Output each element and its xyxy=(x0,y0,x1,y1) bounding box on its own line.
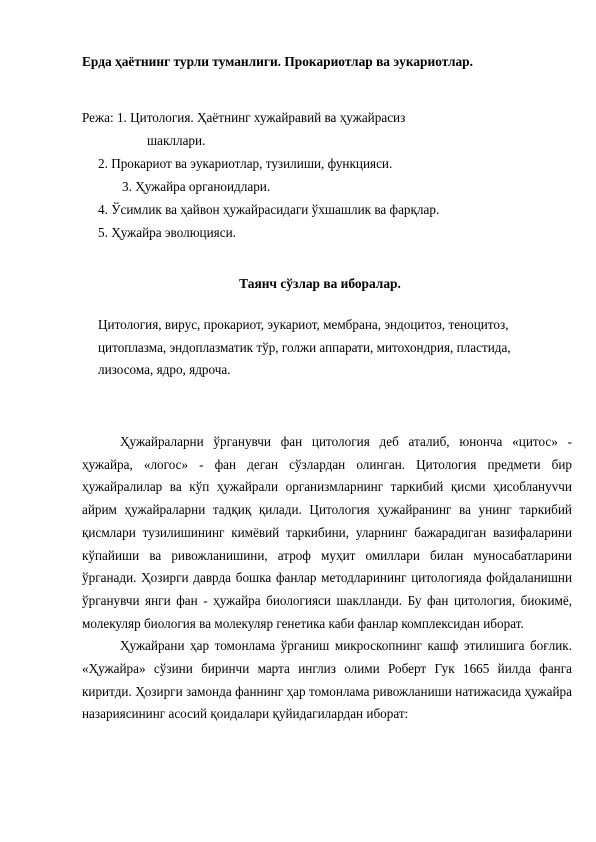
plan-item-3: 3. Ҳужайра органоидлари. xyxy=(122,179,271,194)
plan-item-1: Режа: 1. Цитология. Ҳаётнинг хужайравий ва ҳужайрасиз xyxy=(82,110,406,125)
keywords-line: цитоплазма, эндоплазматик тўр, голжи аппарати, митохондрия, пластида, xyxy=(98,339,511,355)
keywords-line: лизосома, ядро, ядроча. xyxy=(98,362,231,377)
body-text xyxy=(82,431,572,726)
keywords-line: Цитология, вирус, прокариот, эукариот, мембрана, эндоцитоз, теноцитоз, xyxy=(98,317,509,332)
paragraph: Ҳужайраларни ўрганувчи фан цитология деб аталиб, юнонча «цитос» - ҳужайра, «логос» - фан деган сўзлардан олинган. Цитология предмети бир ҳужайралилар ва кўп ҳужайрали организмларнинг таркибий қисми ҳисоблануvчи айрим ҳужайраларни тадқиқ қилади. Цитология ҳужайранинг ва унинг таркибий қисмлари тузилишининг кимёвий таркибини, уларнинг бажарадиган вазифаларини кўпайиши ва ривожланишини, атроф муҳит омиллари билан муносабатларини ўрганади. Ҳозирги даврда бошка фанлар методларининг цитологияда фойдаланишни ўрганувчи янги фан - ҳужайра биологияси шаклланди. Бу фан цитология, биокимё, молекуляр биология ва молекуляр генетика каби фанлар комплексидан иборат. xyxy=(82,434,572,631)
plan-item-2: 2. Прокариот ва эукариотлар, тузилиши, функцияси. xyxy=(98,156,393,171)
plan-item-1-continuation: шакллари. xyxy=(147,133,206,148)
keywords-block xyxy=(98,314,568,382)
plan-item-4: 4. Ўсимлик ва ҳайвон ҳужайрасидаги ўхшашлик ва фарқлар. xyxy=(98,202,440,217)
keywords-heading: Таянч сўзлар ва иборалар. xyxy=(239,276,401,291)
plan-list xyxy=(82,106,562,244)
paragraph: Ҳужайрани ҳар томонлама ўрганиш микроскопнинг кашф этилишига боғлик. «Ҳужайра» сўзини биринчи марта инглиз олими Роберт Гук 1665 йилда фанга киритди. Ҳозирги замонда фаннинг ҳар томонлама ривожланиши натижасида ҳужайра назариясининг асосий қоидалари қуйидагилардан иборат: xyxy=(82,638,572,722)
document-title: Ерда ҳаётнинг турли туманлиги. Прокариотлар ва эукариотлар. xyxy=(82,54,473,69)
plan-item-5: 5. Ҳужайра эволюцияси. xyxy=(98,225,236,240)
